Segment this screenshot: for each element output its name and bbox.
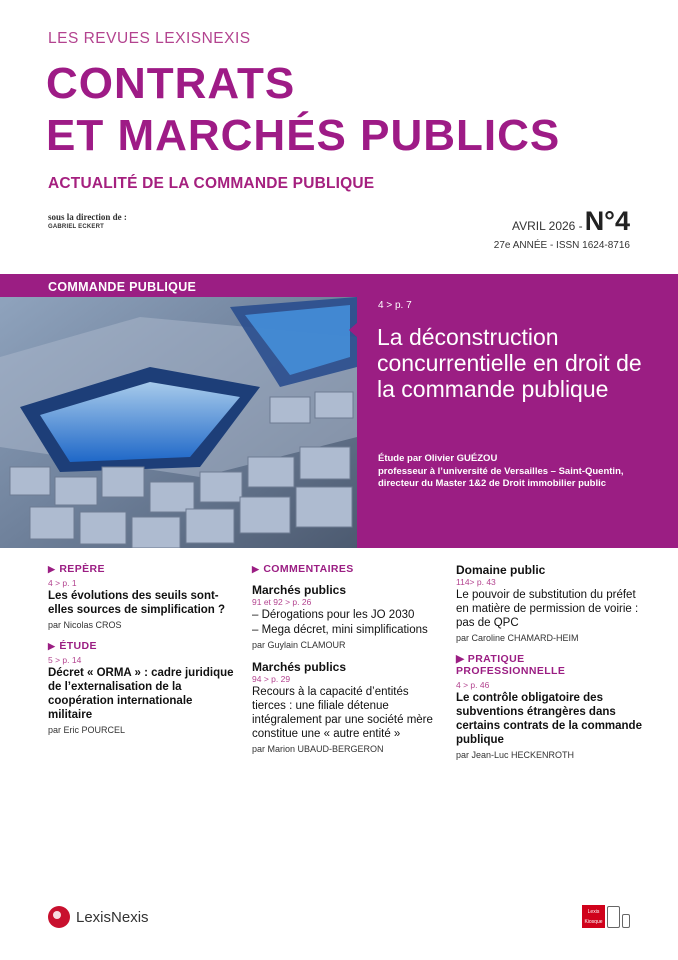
- lexisnexis-mark-icon: [48, 906, 70, 928]
- triangle-icon: ▶: [48, 640, 56, 651]
- article-author: par Guylain CLAMOUR: [252, 640, 346, 650]
- direction-label: sous la direction de :: [48, 212, 127, 222]
- rubric-label: REPÈRE: [59, 563, 105, 575]
- device-badge: [582, 905, 630, 928]
- article-title: – Dérogations pour les JO 2030: [252, 609, 415, 621]
- journal-title-line1: CONTRATS: [46, 59, 296, 108]
- puzzle-photo: [0, 297, 357, 548]
- article-ref: 91 et 92 > p. 26: [252, 597, 312, 607]
- topic-heading: Domaine public: [456, 563, 546, 577]
- article-title: Le contrôle obligatoire des subventions étrangères dans certains contrats de la commande publique: [456, 692, 642, 746]
- article-author: par Marion UBAUD-BERGERON: [252, 744, 384, 754]
- feature-author: [378, 453, 668, 491]
- article-title: Recours à la capacité d’entités tierces : une filiale détenue intégralement par une société mère constitue une « autre entité »: [252, 686, 433, 740]
- topic-heading: Marchés publics: [252, 660, 347, 674]
- article-title: Le pouvoir de substitution du préfet en matière de permission de voirie : pas de QPC: [456, 589, 639, 629]
- article-ref: 4 > p. 46: [456, 680, 490, 690]
- article-title: Les évolutions des seuils sont-elles sources de simplification ?: [48, 590, 226, 616]
- feature-pointer: [349, 322, 358, 338]
- issue-date: AVRIL 2026 -: [511, 219, 583, 233]
- article-ref: 94 > p. 29: [252, 674, 291, 684]
- journal-title-line2: ET MARCHÉS PUBLICS: [46, 111, 561, 160]
- article-ref: 114> p. 43: [456, 577, 496, 587]
- phone-icon: [622, 914, 630, 928]
- issue-line: [512, 206, 630, 237]
- article-author: par Nicolas CROS: [48, 620, 122, 630]
- article-title: Décret « ORMA » : cadre juridique de l’externalisation de la coopération internationale militaire: [48, 667, 234, 721]
- rubric-pratique: [456, 653, 646, 677]
- feature-author-line1: Étude par Olivier GUÉZOU: [378, 453, 498, 464]
- publisher-logo: [48, 906, 149, 928]
- rubric-label: PROFESSIONNELLE: [456, 665, 566, 677]
- article-author: par Jean-Luc HECKENROTH: [456, 750, 575, 760]
- issue-number: N°4: [584, 206, 630, 236]
- article-author: par Caroline CHAMARD-HEIM: [456, 633, 579, 643]
- section-label: COMMANDE PUBLIQUE: [48, 280, 197, 294]
- series-name: LES REVUES LEXISNEXIS: [48, 30, 251, 47]
- badge-label: Lexis: [587, 909, 600, 915]
- puzzle-image: [0, 297, 357, 548]
- article-ref: 4 > p. 1: [48, 578, 77, 588]
- triangle-icon: ▶: [456, 653, 468, 665]
- rubric-label: PRATIQUE: [467, 653, 525, 665]
- triangle-icon: ▶: [252, 563, 260, 574]
- feature-author-line2: professeur à l’université de Versailles – Saint-Quentin,: [378, 465, 624, 477]
- column-3: [456, 563, 646, 760]
- rubric-label: ÉTUDE: [59, 640, 97, 652]
- lexis-kiosque-badge: [582, 905, 605, 928]
- rubric-commentaires: [252, 563, 442, 575]
- article-title: – Mega décret, mini simplifications: [252, 624, 428, 636]
- badge-sublabel: Kiosque: [584, 919, 603, 925]
- topic-heading: Marchés publics: [252, 583, 347, 597]
- feature-title: La déconstruction concurrentielle en droit de la commande publique: [377, 324, 642, 402]
- article-ref: 5 > p. 14: [48, 655, 82, 665]
- tablet-icon: [607, 906, 620, 928]
- triangle-icon: ▶: [48, 563, 56, 574]
- rubric-etude: [48, 640, 238, 652]
- article-author: par Eric POURCEL: [48, 725, 126, 735]
- rubric-repere: [48, 563, 238, 575]
- feature-author-line3: directeur du Master 1&2 de Droit immobilier public: [378, 478, 607, 489]
- rubric-label: COMMENTAIRES: [263, 563, 354, 575]
- publisher-name: LexisNexis: [76, 908, 149, 926]
- feature-ref: 4 > p. 7: [378, 300, 412, 311]
- issue-meta: 27e ANNÉE - ISSN 1624-8716: [493, 240, 630, 251]
- journal-subtitle: ACTUALITÉ DE LA COMMANDE PUBLIQUE: [48, 175, 375, 192]
- director-name: GABRIEL ECKERT: [48, 224, 105, 230]
- column-1: [48, 563, 238, 735]
- column-2: [252, 563, 442, 754]
